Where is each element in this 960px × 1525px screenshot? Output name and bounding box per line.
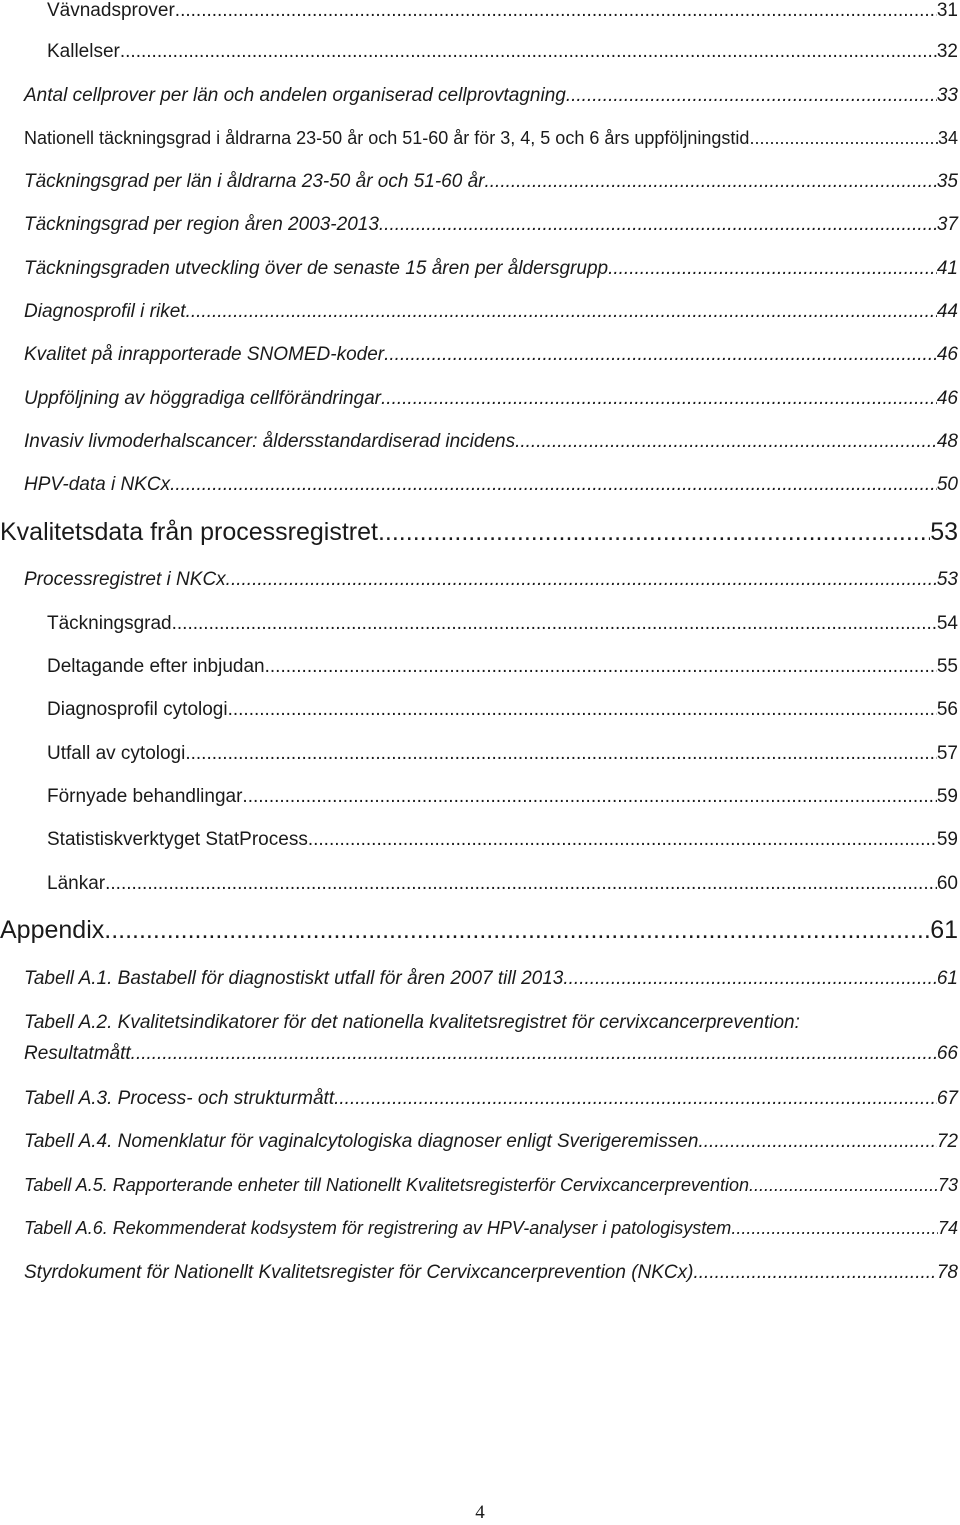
toc-entry[interactable] bbox=[47, 41, 958, 63]
toc-entry-page: 33 bbox=[936, 85, 958, 106]
toc-entry-title: Täckningsgrad bbox=[47, 613, 172, 634]
toc-entry-page: 31 bbox=[936, 0, 958, 21]
toc-entry[interactable] bbox=[0, 916, 958, 945]
toc-entry-page: 46 bbox=[936, 344, 958, 365]
toc-entry-title: Täckningsgrad per län i åldrarna 23-50 år och 51-60 år bbox=[24, 171, 485, 192]
toc-leader-dots bbox=[226, 569, 937, 591]
toc-leader-dots bbox=[172, 613, 937, 635]
toc-entry[interactable] bbox=[47, 829, 958, 851]
toc-entry[interactable] bbox=[0, 518, 958, 547]
toc-leader-dots bbox=[104, 916, 930, 945]
toc-entry-page: 48 bbox=[936, 431, 958, 452]
toc-leader-dots bbox=[186, 301, 937, 323]
toc-entry-page: 53 bbox=[930, 518, 958, 546]
toc-entry[interactable] bbox=[47, 0, 958, 22]
toc-entry[interactable] bbox=[47, 743, 958, 765]
page-number: 4 bbox=[475, 1502, 485, 1523]
toc-entry-title-cont: Resultatmått. bbox=[24, 1043, 136, 1064]
toc-entry[interactable] bbox=[24, 1262, 958, 1284]
toc-entry-title: HPV-data i NKCx bbox=[24, 474, 171, 495]
toc-leader-dots bbox=[749, 128, 938, 149]
toc-leader-dots bbox=[485, 171, 937, 193]
toc-entry[interactable] bbox=[24, 1088, 958, 1110]
toc-entry-title: Diagnosprofil i riket bbox=[24, 301, 186, 322]
toc-entry-page: 32 bbox=[936, 41, 958, 62]
toc-entry[interactable] bbox=[47, 656, 958, 678]
toc-entry[interactable] bbox=[24, 258, 958, 280]
toc-entry-title: Förnyade behandlingar bbox=[47, 786, 243, 807]
toc-entry-title: Länkar bbox=[47, 873, 106, 894]
toc-entry-page: 54 bbox=[936, 613, 958, 634]
toc-entry-page: 44 bbox=[936, 301, 958, 322]
toc-entry[interactable] bbox=[47, 786, 958, 808]
toc-entry-page: 66 bbox=[936, 1043, 958, 1064]
toc-leader-dots bbox=[569, 968, 937, 990]
toc-leader-dots bbox=[384, 344, 937, 366]
toc-entry-page: 50 bbox=[936, 474, 958, 495]
toc-entry-page: 46 bbox=[936, 388, 958, 409]
toc-entry-title: Uppföljning av höggradiga cellförändringar bbox=[24, 388, 382, 409]
toc-leader-dots bbox=[520, 431, 937, 453]
toc-entry[interactable] bbox=[47, 699, 958, 721]
toc-leader-dots bbox=[175, 0, 937, 22]
toc-entry-title: Täckningsgrad per region åren 2003-2013 bbox=[24, 214, 379, 235]
toc-entry-page: 78 bbox=[936, 1262, 958, 1283]
toc-entry[interactable] bbox=[24, 1218, 958, 1239]
toc-entry-page: 72 bbox=[936, 1131, 958, 1152]
toc-entry-page: 67 bbox=[936, 1088, 958, 1109]
toc-leader-dots bbox=[378, 518, 930, 547]
toc-entry-title: Kallelser bbox=[47, 41, 120, 62]
toc-entry-title: Täckningsgraden utveckling över de senaste 15 åren per åldersgrupp bbox=[24, 258, 609, 279]
toc-entry-title: Nationell täckningsgrad i åldrarna 23-50 år och 51-60 år för 3, 4, 5 och 6 års uppföljningstid bbox=[24, 128, 750, 148]
toc-entry-page: 59 bbox=[936, 829, 958, 850]
toc-entry-title: Processregistret i NKCx bbox=[24, 569, 226, 590]
toc-leader-dots bbox=[381, 388, 937, 410]
toc-entry-page: 60 bbox=[936, 873, 958, 894]
toc-leader-dots bbox=[699, 1262, 937, 1284]
toc-leader-dots bbox=[170, 474, 937, 496]
toc-entry[interactable] bbox=[47, 873, 958, 895]
toc-entry[interactable] bbox=[24, 968, 958, 990]
toc-leader-dots bbox=[731, 1218, 938, 1239]
toc-entry[interactable] bbox=[24, 301, 958, 323]
toc-entry-page: 73 bbox=[937, 1175, 958, 1195]
toc-entry-title: Kvalitetsdata från processregistret bbox=[0, 518, 378, 546]
toc-entry-title: Tabell A.6. Rekommenderat kodsystem för registrering av HPV-analyser i patologisystem bbox=[24, 1218, 732, 1238]
toc-entry[interactable] bbox=[24, 85, 958, 107]
toc-entry-title: Tabell A.2. Kvalitetsindikatorer för det nationella kvalitetsregistret för cervixcancerprevention: bbox=[24, 1012, 800, 1033]
toc-entry-title: Statistiskverktyget StatProcess bbox=[47, 829, 308, 850]
toc-leader-dots bbox=[265, 656, 937, 678]
toc-entry[interactable] bbox=[24, 474, 958, 496]
toc-leader-dots bbox=[754, 1175, 938, 1196]
toc-entry-page: 61 bbox=[936, 968, 958, 989]
toc-entry-title: Styrdokument för Nationellt Kvalitetsregister för Cervixcancerprevention (NKCx). bbox=[24, 1262, 699, 1283]
toc-entry-title: Invasiv livmoderhalscancer: åldersstandardiserad incidens. bbox=[24, 431, 521, 452]
toc-leader-dots bbox=[120, 41, 937, 63]
toc-leader-dots bbox=[242, 786, 936, 808]
toc-leader-dots bbox=[608, 258, 937, 280]
toc-entry-page: 34 bbox=[937, 128, 958, 148]
toc-entry[interactable] bbox=[24, 171, 958, 193]
toc-entry-title: Tabell A.5. Rapporterande enheter till Nationellt Kvalitetsregisterför Cervixcancerprevention. bbox=[24, 1175, 755, 1195]
toc-entry-title: Vävnadsprover bbox=[47, 0, 175, 21]
toc-entry-title: Appendix bbox=[0, 916, 105, 944]
toc-entry-page: 57 bbox=[936, 743, 958, 764]
toc-entry-title: Utfall av cytologi bbox=[47, 743, 186, 764]
toc-entry-title: Kvalitet på inrapporterade SNOMED-koder bbox=[24, 344, 385, 365]
toc-entry-page: 35 bbox=[936, 171, 958, 192]
toc-leader-dots bbox=[228, 699, 937, 721]
toc-leader-dots bbox=[704, 1131, 937, 1153]
toc-entry-page: 37 bbox=[936, 214, 958, 235]
toc-entry-page: 53 bbox=[936, 569, 958, 590]
toc-entry[interactable] bbox=[24, 214, 958, 236]
toc-leader-dots bbox=[566, 85, 937, 107]
toc-entry-page: 59 bbox=[936, 786, 958, 807]
toc-entry[interactable] bbox=[24, 344, 958, 366]
toc-entry-title: Deltagande efter inbjudan bbox=[47, 656, 265, 677]
toc-entry[interactable] bbox=[24, 1131, 958, 1153]
toc-entry-title: Tabell A.1. Bastabell för diagnostiskt utfall för åren 2007 till 2013. bbox=[24, 968, 569, 989]
toc-entry[interactable] bbox=[24, 128, 958, 149]
toc-leader-dots bbox=[379, 214, 937, 236]
toc-entry-page: 56 bbox=[936, 699, 958, 720]
toc-entry[interactable] bbox=[47, 613, 958, 635]
toc-entry-continuation bbox=[24, 1043, 958, 1065]
toc-entry-page: 55 bbox=[936, 656, 958, 677]
toc-entry-title: Tabell A.4. Nomenklatur för vaginalcytologiska diagnoser enligt Sverigeremissen. bbox=[24, 1131, 704, 1152]
toc-entry-page: 74 bbox=[937, 1218, 958, 1238]
toc-entry-title: Diagnosprofil cytologi bbox=[47, 699, 228, 720]
toc-entry[interactable] bbox=[24, 1012, 958, 1065]
toc-entry-title: Tabell A.3. Process- och strukturmått. bbox=[24, 1088, 340, 1109]
toc-leader-dots bbox=[308, 829, 937, 851]
toc-entry[interactable] bbox=[24, 431, 958, 453]
toc-leader-dots bbox=[339, 1088, 936, 1110]
toc-leader-dots bbox=[136, 1043, 937, 1065]
toc-entry-title: Antal cellprover per län och andelen organiserad cellprovtagning bbox=[24, 85, 566, 106]
toc-leader-dots bbox=[105, 873, 937, 895]
toc-entry[interactable] bbox=[24, 388, 958, 410]
toc-entry[interactable] bbox=[24, 1175, 958, 1196]
toc-entry[interactable] bbox=[24, 569, 958, 591]
toc-leader-dots bbox=[185, 743, 937, 765]
toc-entry-page: 61 bbox=[930, 916, 958, 944]
toc-entry-page: 41 bbox=[936, 258, 958, 279]
